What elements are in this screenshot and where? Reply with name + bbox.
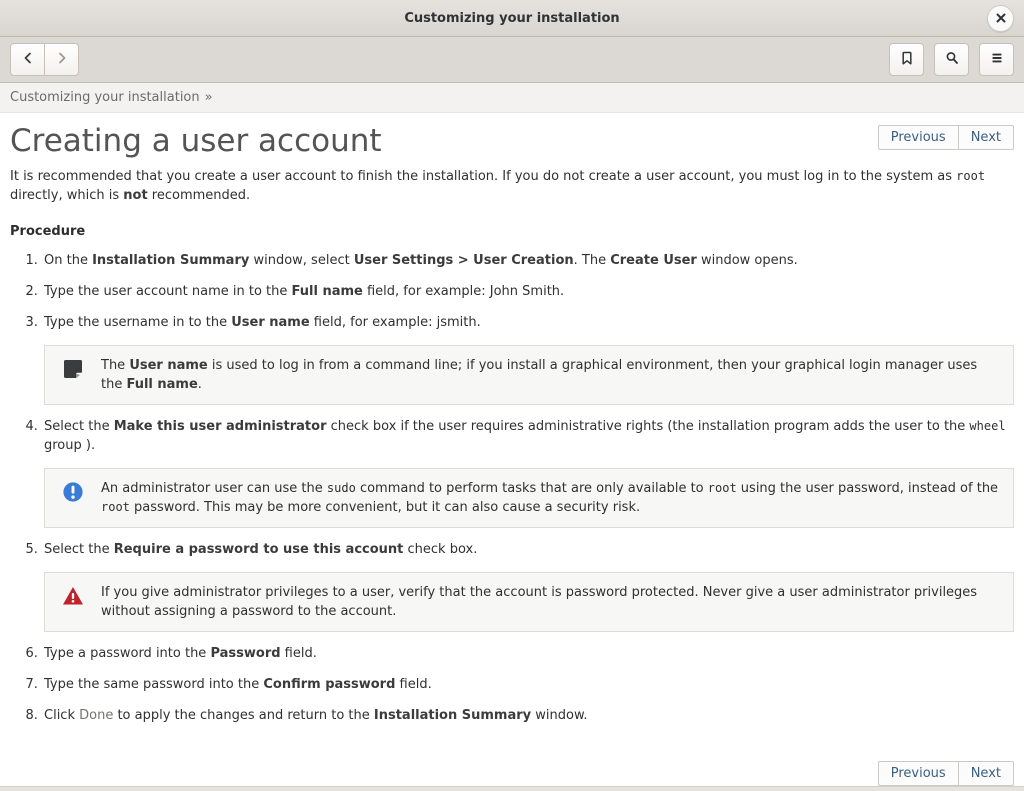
procedure-step-8: [42, 706, 1014, 725]
step-text: 5. Select the Require a password to use this account check box.: [44, 542, 478, 557]
step-text: 4. Select the Make this user administrator check box if the user requires administrative rights (the installation program adds the user to the wheel group ).: [44, 419, 1006, 453]
step-text: 1. On the Installation Summary window, select User Settings > User Creation. The Create User window opens.: [44, 253, 798, 268]
procedure-step-5: [42, 540, 1014, 632]
step-text: 3. Type the username in to the User name field, for example: jsmith.: [44, 315, 481, 330]
next-button[interactable]: Next: [958, 125, 1014, 150]
previous-button[interactable]: Previous: [878, 761, 958, 786]
warning-icon: [45, 583, 101, 621]
procedure-step-1: [42, 251, 1014, 270]
pager-top: [878, 125, 1014, 150]
next-button[interactable]: Next: [958, 761, 1014, 786]
procedure-heading: Procedure: [10, 224, 86, 239]
titlebar[interactable]: [0, 0, 1024, 37]
admonition-text: An administrator user can use the sudo command to perform tasks that are only available to root using the user password, instead of the root password. This may be more convenient, but it can also cause a security risk.: [101, 481, 999, 515]
toolbar: [0, 37, 1024, 83]
note-admonition: [44, 345, 1014, 405]
menu-button[interactable]: [979, 43, 1014, 76]
search-button[interactable]: [934, 43, 969, 76]
procedure-step-2: [42, 282, 1014, 301]
breadcrumb-separator: »: [204, 90, 213, 105]
step-text: 2. Type the user account name in to the Full name field, for example: John Smith.: [44, 284, 565, 299]
breadcrumb: [0, 83, 1024, 113]
admonition-text: If you give administrator privileges to a user, verify that the account is password protected. Never give a user administrator privileges without assigning a password to the account.: [101, 585, 978, 619]
back-icon: [20, 50, 36, 70]
step-text: 6. Type a password into the Password field.: [44, 646, 317, 661]
window-title: Customizing your installation: [404, 10, 620, 26]
warning-admonition: [44, 572, 1014, 632]
pager-bottom: [878, 761, 1014, 786]
previous-button[interactable]: Previous: [878, 125, 958, 150]
search-icon: [944, 50, 960, 70]
breadcrumb-link[interactable]: Customizing your installation: [10, 90, 200, 105]
toolbar-right-group: [889, 43, 1014, 76]
history-nav-group: [10, 43, 79, 76]
procedure-list: [10, 251, 1014, 725]
intro-paragraph: It is recommended that you create a user account to finish the installation. If you do not create a user account, you must log in to the system as root directly, which is not recommended.: [10, 169, 986, 203]
forward-button[interactable]: [44, 43, 79, 76]
note-icon: [45, 356, 101, 394]
hamburger-menu-icon: [989, 50, 1005, 70]
admonition-text: The User name is used to log in from a command line; if you install a graphical environment, then your graphical login manager uses the Full name.: [101, 358, 978, 392]
important-admonition: [44, 468, 1014, 528]
step-text: 7. Type the same password into the Confirm password field.: [44, 677, 432, 692]
procedure-step-4: [42, 417, 1014, 528]
close-icon: [995, 9, 1007, 28]
close-button[interactable]: [987, 5, 1014, 32]
procedure-step-7: [42, 675, 1014, 694]
bookmark-icon: [899, 50, 915, 70]
page-title: Creating a user account: [10, 123, 382, 159]
back-button[interactable]: [10, 43, 45, 76]
procedure-step-6: [42, 644, 1014, 663]
forward-icon: [54, 50, 70, 70]
procedure-step-3: [42, 313, 1014, 405]
article-content: [0, 113, 1024, 786]
bookmark-button[interactable]: [889, 43, 924, 76]
window-bottom-edge: [0, 786, 1024, 791]
info-icon: [45, 479, 101, 517]
step-text: 8. Click Done to apply the changes and return to the Installation Summary window.: [44, 708, 588, 723]
